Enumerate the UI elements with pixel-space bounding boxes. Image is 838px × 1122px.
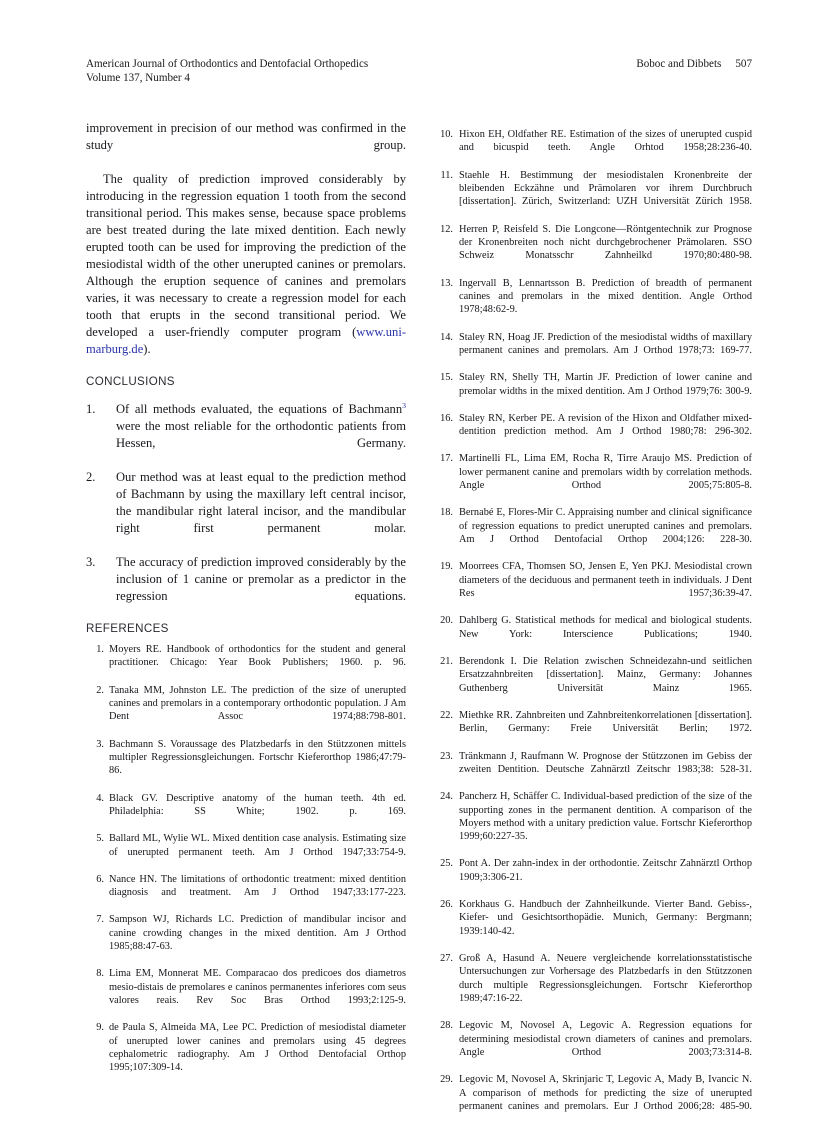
- reference-text: Staley RN, Kerber PE. A revision of the Hixon and Oldfather mixed-dentition prediction method. Am J Orthod 1980;78: 296-302.: [459, 412, 752, 438]
- reference-item: [432, 506, 752, 559]
- reference-number: 9.: [96, 1022, 104, 1034]
- reference-text: Sampson WJ, Richards LC. Prediction of mandibular incisor and canine crowding changes in the mixed dentition. Am J Orthod 1985;88:47-63.: [109, 914, 406, 953]
- reference-number: 26.: [440, 899, 453, 911]
- reference-text: Martinelli FL, Lima EM, Rocha R, Tirre Araujo MS. Prediction of lower permanent canine and premolars width by correlation methods. Angle Orthod 2005;75:805-8.: [459, 453, 752, 492]
- reference-item: [432, 750, 752, 790]
- reference-number: 27.: [440, 953, 453, 965]
- conclusion-number: 1.: [86, 402, 96, 416]
- reference-text: Legovic M, Novosel A, Legovic A. Regression equations for determining mesiodistal crown diameters of canines and premolars. Angle Orthod 2003;73:314-8.: [459, 1020, 752, 1059]
- reference-item: [86, 684, 406, 737]
- authors-name: Boboc and Dibbets: [636, 58, 722, 70]
- reference-text: Ballard ML, Wylie WL. Mixed dentition case analysis. Estimating size of unerupted permanent teeth. Am J Orthod 1947;33:754-9.: [109, 833, 406, 858]
- reference-text: Pont A. Der zahn-index in der orthodontie. Zeitschr Zahnärztl Orthop 1909;3:306-21.: [459, 858, 752, 883]
- reference-text: Herren P, Reisfeld S. Die Longcone—Röntgentechnik zur Prognose der Kronenbreiten noch nicht durchgebrochener Prämolaren. SSO Schweiz Monatsschr Zahnheilkd 1970;80:480-98.: [459, 223, 752, 262]
- conclusion-text-tail: were the most reliable for the orthodontic patients from Hessen, Germany.: [116, 419, 406, 450]
- reference-number: 2.: [96, 684, 104, 696]
- reference-number: 23.: [440, 750, 453, 762]
- conclusion-number: 2.: [86, 470, 96, 484]
- reference-item: [432, 1019, 752, 1072]
- running-head: [86, 58, 752, 85]
- reference-number: 6.: [96, 873, 104, 885]
- reference-item: [86, 738, 406, 791]
- reference-text: Legovic M, Novosel A, Skrinjaric T, Legovic A, Mady B, Ivancic N. A comparison of methods for predicting the size of unerupted permanent canines and premolars. Eur J Orthod 2006;28: 485-90.: [459, 1074, 752, 1113]
- running-head-authors-page: [636, 58, 752, 72]
- reference-number: 14.: [440, 331, 453, 343]
- reference-item: [432, 790, 752, 857]
- reference-text: Moyers RE. Handbook of orthodontics for the student and general practitioner. Chicago: Year Book Publishers; 1960. p. 96.: [109, 644, 406, 669]
- reference-number: 11.: [440, 169, 453, 181]
- conclusions-list: [86, 401, 406, 622]
- reference-number: 7.: [96, 914, 104, 926]
- reference-number: 24.: [440, 791, 453, 803]
- reference-item: [432, 952, 752, 1019]
- references-heading: REFERENCES: [86, 622, 169, 635]
- reference-item: [432, 655, 752, 708]
- references-list-right: [432, 128, 752, 1122]
- reference-number: 29.: [440, 1074, 453, 1086]
- conclusion-text: The accuracy of prediction improved considerably by the inclusion of 1 canine or premolar as a predictor in the regression equations.: [116, 555, 406, 603]
- reference-text: Tanaka MM, Johnston LE. The prediction of the size of unerupted canines and premolars in a contemporary orthodontic population. J Am Dent Assoc 1974;88:798-801.: [109, 684, 406, 723]
- reference-number: 12.: [440, 223, 453, 235]
- two-column-body: [86, 120, 752, 1113]
- reference-item: [432, 412, 752, 452]
- reference-number: 25.: [440, 858, 453, 870]
- reference-number: 3.: [96, 738, 104, 750]
- reference-number: 16.: [440, 412, 453, 424]
- reference-text: Korkhaus G. Handbuch der Zahnheilkunde. Vierter Band. Gebiss-, Kiefer- und Gesichtsorthopädie. Munich, Germany: Bergmann; 1939:140-42.: [459, 899, 752, 937]
- reference-number: 20.: [440, 615, 453, 627]
- uni-marburg-link[interactable]: www.uni-marburg.de: [86, 325, 406, 356]
- reference-text: Staley RN, Hoag JF. Prediction of the mesiodistal widths of maxillary permanent canines and premolars. Am J Orthod 1978;73: 169-77.: [459, 331, 752, 356]
- reference-number: 8.: [96, 968, 104, 980]
- reference-item: [432, 371, 752, 411]
- reference-item: [432, 277, 752, 330]
- conclusion-item: [86, 554, 406, 622]
- reference-text: Berendonk I. Die Relation zwischen Schneidezahn-und seitlichen Ersatzzahnbreiten [dissertation]. Mainz, Germany: Johannes Guthenberg Universität Mainz 1965.: [459, 655, 752, 694]
- reference-number: 22.: [440, 709, 453, 721]
- journal-title: American Journal of Orthodontics and Dentofacial Orthopedics: [86, 58, 369, 70]
- reference-text: Pancherz H, Schäffer C. Individual-based prediction of the size of the supporting zones in the permanent dentition. A comparison of the Moyers method with a unitary prediction value. Fortschr Kieferorthop 1999;60:227-35.: [459, 791, 752, 843]
- reference-number: 1.: [96, 644, 104, 655]
- reference-text: Staley RN, Shelly TH, Martin JF. Prediction of lower canine and premolar widths in the mixed dentition. Am J Orthod 1979;76: 300-9.: [459, 372, 752, 397]
- paragraph-quality-of-prediction: [86, 171, 406, 375]
- reference-number: 4.: [96, 792, 104, 804]
- conclusion-item: [86, 469, 406, 554]
- reference-text: Dahlberg G. Statistical methods for medical and biological students. New York: Interscience Publications; 1940.: [459, 615, 752, 640]
- conclusion-text: Our method was at least equal to the prediction method of Bachmann by using the maxillary left central incisor, the mandibular right lateral incisor, and the mandibular right first permanent molar.: [116, 470, 406, 535]
- conclusion-item: [86, 401, 406, 469]
- reference-item: [432, 452, 752, 505]
- running-head-journal: [86, 58, 368, 85]
- reference-text: Lima EM, Monnerat ME. Comparacao dos predicoes dos diametros mesio-distais de premolares e caninos permanentes inferiores com seus valores reais. Rev Soc Bras Orthod 1993;2:125-9.: [109, 968, 406, 1007]
- reference-text: Nance HN. The limitations of orthodontic treatment: mixed dentition diagnosis and treatment. Am J Orthod 1947;33:177-223.: [109, 873, 406, 899]
- reference-item: [86, 913, 406, 966]
- reference-item: [432, 898, 752, 951]
- reference-number: 17.: [440, 453, 453, 465]
- reference-item: [432, 857, 752, 897]
- reference-item: [432, 331, 752, 371]
- conclusion-text: Of all methods evaluated, the equations of Bachmann: [116, 402, 403, 416]
- reference-item: [86, 873, 406, 913]
- reference-text: Black GV. Descriptive anatomy of the human teeth. 4th ed. Philadelphia: SS White; 1902. p. 169.: [109, 792, 406, 817]
- reference-text: Tränkmann J, Raufmann W. Prognose der Stützzonen im Gebiss der zweiten Dentition. Deutsche Zahnärztl Zeitschr 1983;38: 528-31.: [459, 750, 752, 775]
- right-column: [432, 120, 752, 1113]
- reference-text: Ingervall B, Lennartsson B. Prediction of breadth of permanent canines and premolars in the mixed dentition. Angle Orthod 1978;48:62-9.: [459, 277, 752, 316]
- left-column: [86, 120, 406, 1074]
- reference-text: Staehle H. Bestimmung der mesiodistalen Kronenbreite der bleibenden Eckzähne und Prämolaren vor ihrem Durchbruch [dissertation]. Zürich, Switzerland: UZH Universität Zürich 1958.: [459, 169, 752, 208]
- reference-number: 10.: [440, 129, 453, 140]
- reference-text: Bernabé E, Flores-Mir C. Appraising number and clinical significance of regression equations to predict unerupted canines and premolars. Am J Orthod Dentofacial Orthop 2004;126: 228-30.: [459, 507, 752, 546]
- reference-item: [432, 709, 752, 749]
- conclusions-heading: CONCLUSIONS: [86, 375, 175, 388]
- reference-number: 18.: [440, 507, 453, 519]
- reference-text: Hixon EH, Oldfather RE. Estimation of the sizes of unerupted cuspid and bicuspid teeth. Angle Orhtod 1958;28:236-40.: [459, 129, 752, 154]
- reference-marker-icon[interactable]: 3: [402, 400, 406, 410]
- reference-item: [86, 832, 406, 872]
- reference-number: 5.: [96, 833, 104, 845]
- reference-item: [432, 223, 752, 276]
- reference-text: Miethke RR. Zahnbreiten und Zahnbreitenkorrelationen [dissertation]. Berlin, Germany: Freie Universität Berlin; 1972.: [459, 709, 752, 735]
- reference-item: [432, 560, 752, 613]
- paragraph-text: The quality of prediction improved considerably by introducing in the regression equation 1 tooth from the second transitional period. This makes sense, because space problems are best treated during the late mixed dentition. Each newly erupted tooth can be used for improving the prediction of the mesiodistal width of the other unerupted canines or premolars. Although the eruption sequence of canines and premolars varies, it was necessary to create a regression model for each tooth that erupts in the second transitional period. We developed a user-friendly computer program (: [86, 172, 406, 339]
- reference-item: [432, 614, 752, 654]
- reference-text: Groß A, Hasund A. Neuere vergleichende korrelationsstatistische Untersuchungen zur Vorhersage des Platzbedarfs in den Stützzonen durch multiple Regressionsgleichungen. Fortschr Kieferorthop 1989;47:16-22.: [459, 953, 752, 1005]
- journal-volume: Volume 137, Number 4: [86, 71, 190, 84]
- reference-number: 21.: [440, 655, 453, 667]
- reference-number: 28.: [440, 1020, 453, 1032]
- reference-number: 15.: [440, 372, 453, 384]
- reference-item: [432, 1073, 752, 1122]
- reference-text: de Paula S, Almeida MA, Lee PC. Prediction of mesiodistal diameter of unerupted lower canines and premolars using 45 degrees cephalometric radiography. Am J Orthod Dentofacial Orthop 1995;107:309-14.: [109, 1022, 406, 1074]
- page-number: 507: [735, 58, 752, 70]
- reference-text: Bachmann S. Voraussage des Platzbedarfs in den Stützzonen mittels multipler Regressionsgleichungen. Fortschr Kieferorthop 1986;47:79-86.: [109, 738, 406, 777]
- reference-number: 19.: [440, 561, 453, 573]
- conclusion-number: 3.: [86, 555, 96, 569]
- references-list-left: [86, 643, 406, 1088]
- reference-item: [86, 792, 406, 832]
- reference-text: Moorrees CFA, Thomsen SO, Jensen E, Yen PKJ. Mesiodistal crown diameters of the deciduous and permanent teeth in individuals. J Dent Res 1957;36:39-47.: [459, 561, 752, 600]
- reference-item: [86, 643, 406, 683]
- paragraph-continuation: improvement in precision of our method was confirmed in the study group.: [86, 121, 406, 152]
- reference-item: [86, 1021, 406, 1088]
- reference-number: 13.: [440, 277, 453, 289]
- reference-item: [432, 128, 752, 168]
- paragraph-text-tail: ).: [143, 342, 151, 356]
- reference-item: [432, 169, 752, 222]
- reference-item: [86, 967, 406, 1020]
